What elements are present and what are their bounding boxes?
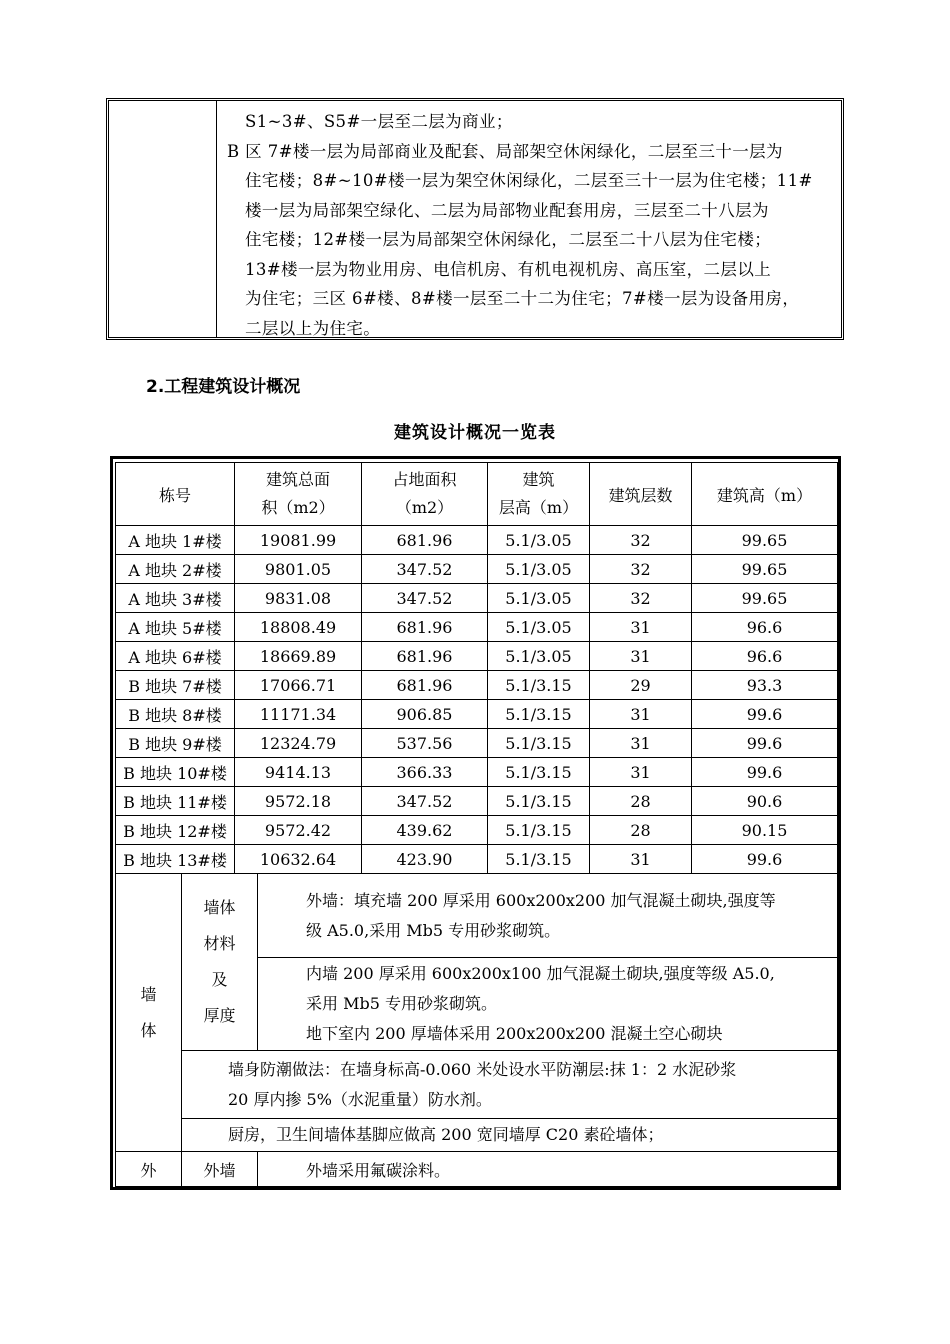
header-label: 建筑 [522,470,555,489]
cell-floor-height: 5.1/3.05 [487,641,590,671]
cell-building: A 地块 1#楼 [115,525,235,555]
cell-height: 90.15 [691,815,838,845]
cell-footprint: 347.52 [361,583,488,613]
exterior-category-cell [115,1151,182,1187]
text-line: 楼一层为局部架空绿化、二层为局部物业配套用房，三层至二十八层为 [245,200,769,220]
section-heading: 2.工程建筑设计概况 [146,377,301,397]
cell-floor-height: 5.1/3.15 [487,757,590,787]
text-line: S1~3#、S5#一层至二层为商业； [245,112,513,131]
header-label: 建筑总面 [265,470,330,489]
cell-floor-height: 5.1/3.05 [487,525,590,555]
header-label: 建筑高（m） [716,485,813,505]
cell-footprint: 366.33 [361,757,488,787]
cell-footprint: 681.96 [361,525,488,555]
cell-floors: 31 [589,757,692,787]
cell-building: A 地块 2#楼 [115,554,235,584]
cell-building: A 地块 6#楼 [115,641,235,671]
text-line: 采用 Mb5 专用砂浆砌筑。 [306,994,497,1013]
cell-floor-height: 5.1/3.05 [487,612,590,642]
cell-total-area: 12324.79 [234,728,362,758]
usage-description-table [106,98,844,340]
wall-material-cell [181,873,258,1051]
outer-wall-text [258,886,776,946]
cell-total-area: 10632.64 [234,844,362,874]
wall-label: 墙 [140,984,157,1004]
cell-height: 99.6 [691,844,838,874]
cell-height: 99.65 [691,525,838,555]
kitchen-wall-cell [181,1118,838,1152]
cell-floor-height: 5.1/3.15 [487,844,590,874]
cell-floor-height: 5.1/3.15 [487,699,590,729]
empty-label-cell [109,101,217,337]
header-label: 积（m2） [261,498,335,517]
cell-height: 96.6 [691,641,838,671]
building-design-table [110,456,841,1190]
material-label: 材料 [203,934,236,953]
header-height [691,462,838,526]
text-line: 二层以上为住宅。 [245,318,381,338]
cell-building: B 地块 8#楼 [115,699,235,729]
text-line: 外墙：填充墙 200 厚采用 600x200x200 加气混凝土砌块,强度等 [306,890,776,910]
cell-height: 93.3 [691,670,838,700]
text-line: 内墙 200 厚采用 600x200x100 加气混凝土砌块,强度等级 A5.0, [306,964,775,983]
table-title: 建筑设计概况一览表 [394,423,556,443]
cell-building: B 地块 12#楼 [115,815,235,845]
cell-footprint: 681.96 [361,612,488,642]
wall-category-cell [115,873,182,1152]
cell-total-area: 11171.34 [234,699,362,729]
cell-total-area: 17066.71 [234,670,362,700]
cell-total-area: 9572.42 [234,815,362,845]
cell-height: 96.6 [691,612,838,642]
text-line: 级 A5.0,采用 Mb5 专用砂浆砌筑。 [306,920,561,940]
cell-floor-height: 5.1/3.15 [487,786,590,816]
cell-total-area: 9572.18 [234,786,362,816]
cell-total-area: 19081.99 [234,525,362,555]
header-building [115,462,235,526]
cell-footprint: 906.85 [361,699,488,729]
header-label: 占地面积 [392,470,457,489]
cell-height: 99.6 [691,728,838,758]
header-footprint [361,462,488,526]
cell-floors: 32 [589,583,692,613]
cell-building: B 地块 10#楼 [115,757,235,787]
cell-floor-height: 5.1/3.15 [487,728,590,758]
cell-height: 99.65 [691,583,838,613]
exterior-wall-text-cell [257,1151,838,1187]
cell-floor-height: 5.1/3.15 [487,815,590,845]
header-total-area [234,462,362,526]
cell-total-area: 9831.08 [234,583,362,613]
cell-footprint: 423.90 [361,844,488,874]
cell-height: 99.65 [691,554,838,584]
cell-height: 99.6 [691,757,838,787]
cell-floors: 32 [589,525,692,555]
text-line: B 区 7#楼一层为局部商业及配套、局部架空休闲绿化，二层至三十一层为 [227,141,783,161]
cell-height: 90.6 [691,786,838,816]
exterior-label: 外 [140,1160,157,1180]
header-label: （m2） [395,498,454,517]
text-line: 地下室内 200 厚墙体采用 200x200x200 混凝土空心砌块 [306,1024,723,1043]
cell-footprint: 681.96 [361,670,488,700]
cell-total-area: 18669.89 [234,641,362,671]
header-floors [589,462,692,526]
usage-description-text [227,107,839,343]
header-label: 建筑层数 [608,485,673,505]
cell-footprint: 537.56 [361,728,488,758]
cell-floors: 31 [589,641,692,671]
cell-height: 99.6 [691,699,838,729]
header-label: 栋号 [158,485,191,505]
cell-floor-height: 5.1/3.15 [487,670,590,700]
cell-building: B 地块 9#楼 [115,728,235,758]
cell-floors: 31 [589,612,692,642]
cell-floor-height: 5.1/3.05 [487,583,590,613]
cell-total-area: 9414.13 [234,757,362,787]
cell-total-area: 18808.49 [234,612,362,642]
cell-floor-height: 5.1/3.05 [487,554,590,584]
text-line: 住宅楼；12#楼一层为局部架空休闲绿化，二层至二十八层为住宅楼； [245,230,772,249]
kitchen-wall-text: 厨房，卫生间墙体基脚应做高 200 宽同墙厚 C20 素砼墙体； [228,1125,664,1144]
cell-floors: 29 [589,670,692,700]
exterior-wall-label-cell [181,1151,258,1187]
text-line: 20 厚内掺 5%（水泥重量）防水剂。 [228,1089,492,1109]
outer-wall-cell [257,873,838,958]
material-label: 厚度 [203,1006,236,1025]
cell-footprint: 439.62 [361,815,488,845]
exterior-sub-label: 外墙 [203,1160,236,1180]
text-line: 13#楼一层为物业用房、电信机房、有机电视机房、高压室，二层以上 [245,259,772,279]
cell-building: B 地块 11#楼 [115,786,235,816]
cell-floors: 28 [589,786,692,816]
cell-footprint: 681.96 [361,641,488,671]
cell-footprint: 347.52 [361,554,488,584]
cell-floors: 31 [589,699,692,729]
cell-building: B 地块 13#楼 [115,844,235,874]
cell-footprint: 347.52 [361,786,488,816]
cell-floors: 31 [589,844,692,874]
cell-floors: 28 [589,815,692,845]
damp-proof-text [182,1055,736,1115]
damp-proof-cell [181,1050,838,1119]
exterior-wall-text: 外墙采用氟碳涂料。 [306,1160,451,1180]
cell-total-area: 9801.05 [234,554,362,584]
wall-label: 体 [140,1020,157,1040]
cell-floors: 32 [589,554,692,584]
cell-building: B 地块 7#楼 [115,670,235,700]
cell-building: A 地块 5#楼 [115,612,235,642]
material-label: 墙体 [203,898,236,917]
cell-building: A 地块 3#楼 [115,583,235,613]
header-floor-height [487,462,590,526]
cell-floors: 31 [589,728,692,758]
text-line: 墙身防潮做法：在墙身标高-0.060 米处设水平防潮层:抹 1：2 水泥砂浆 [228,1059,737,1079]
text-line: 为住宅；三区 6#楼、8#楼一层至二十二为住宅；7#楼一层为设备用房， [245,289,800,308]
material-label: 及 [211,970,228,989]
header-label: 层高（m） [498,498,579,517]
inner-wall-text [258,959,775,1049]
text-line: 住宅楼；8#~10#楼一层为架空休闲绿化，二层至三十一层为住宅楼；11# [245,171,813,190]
inner-wall-cell [257,957,838,1051]
